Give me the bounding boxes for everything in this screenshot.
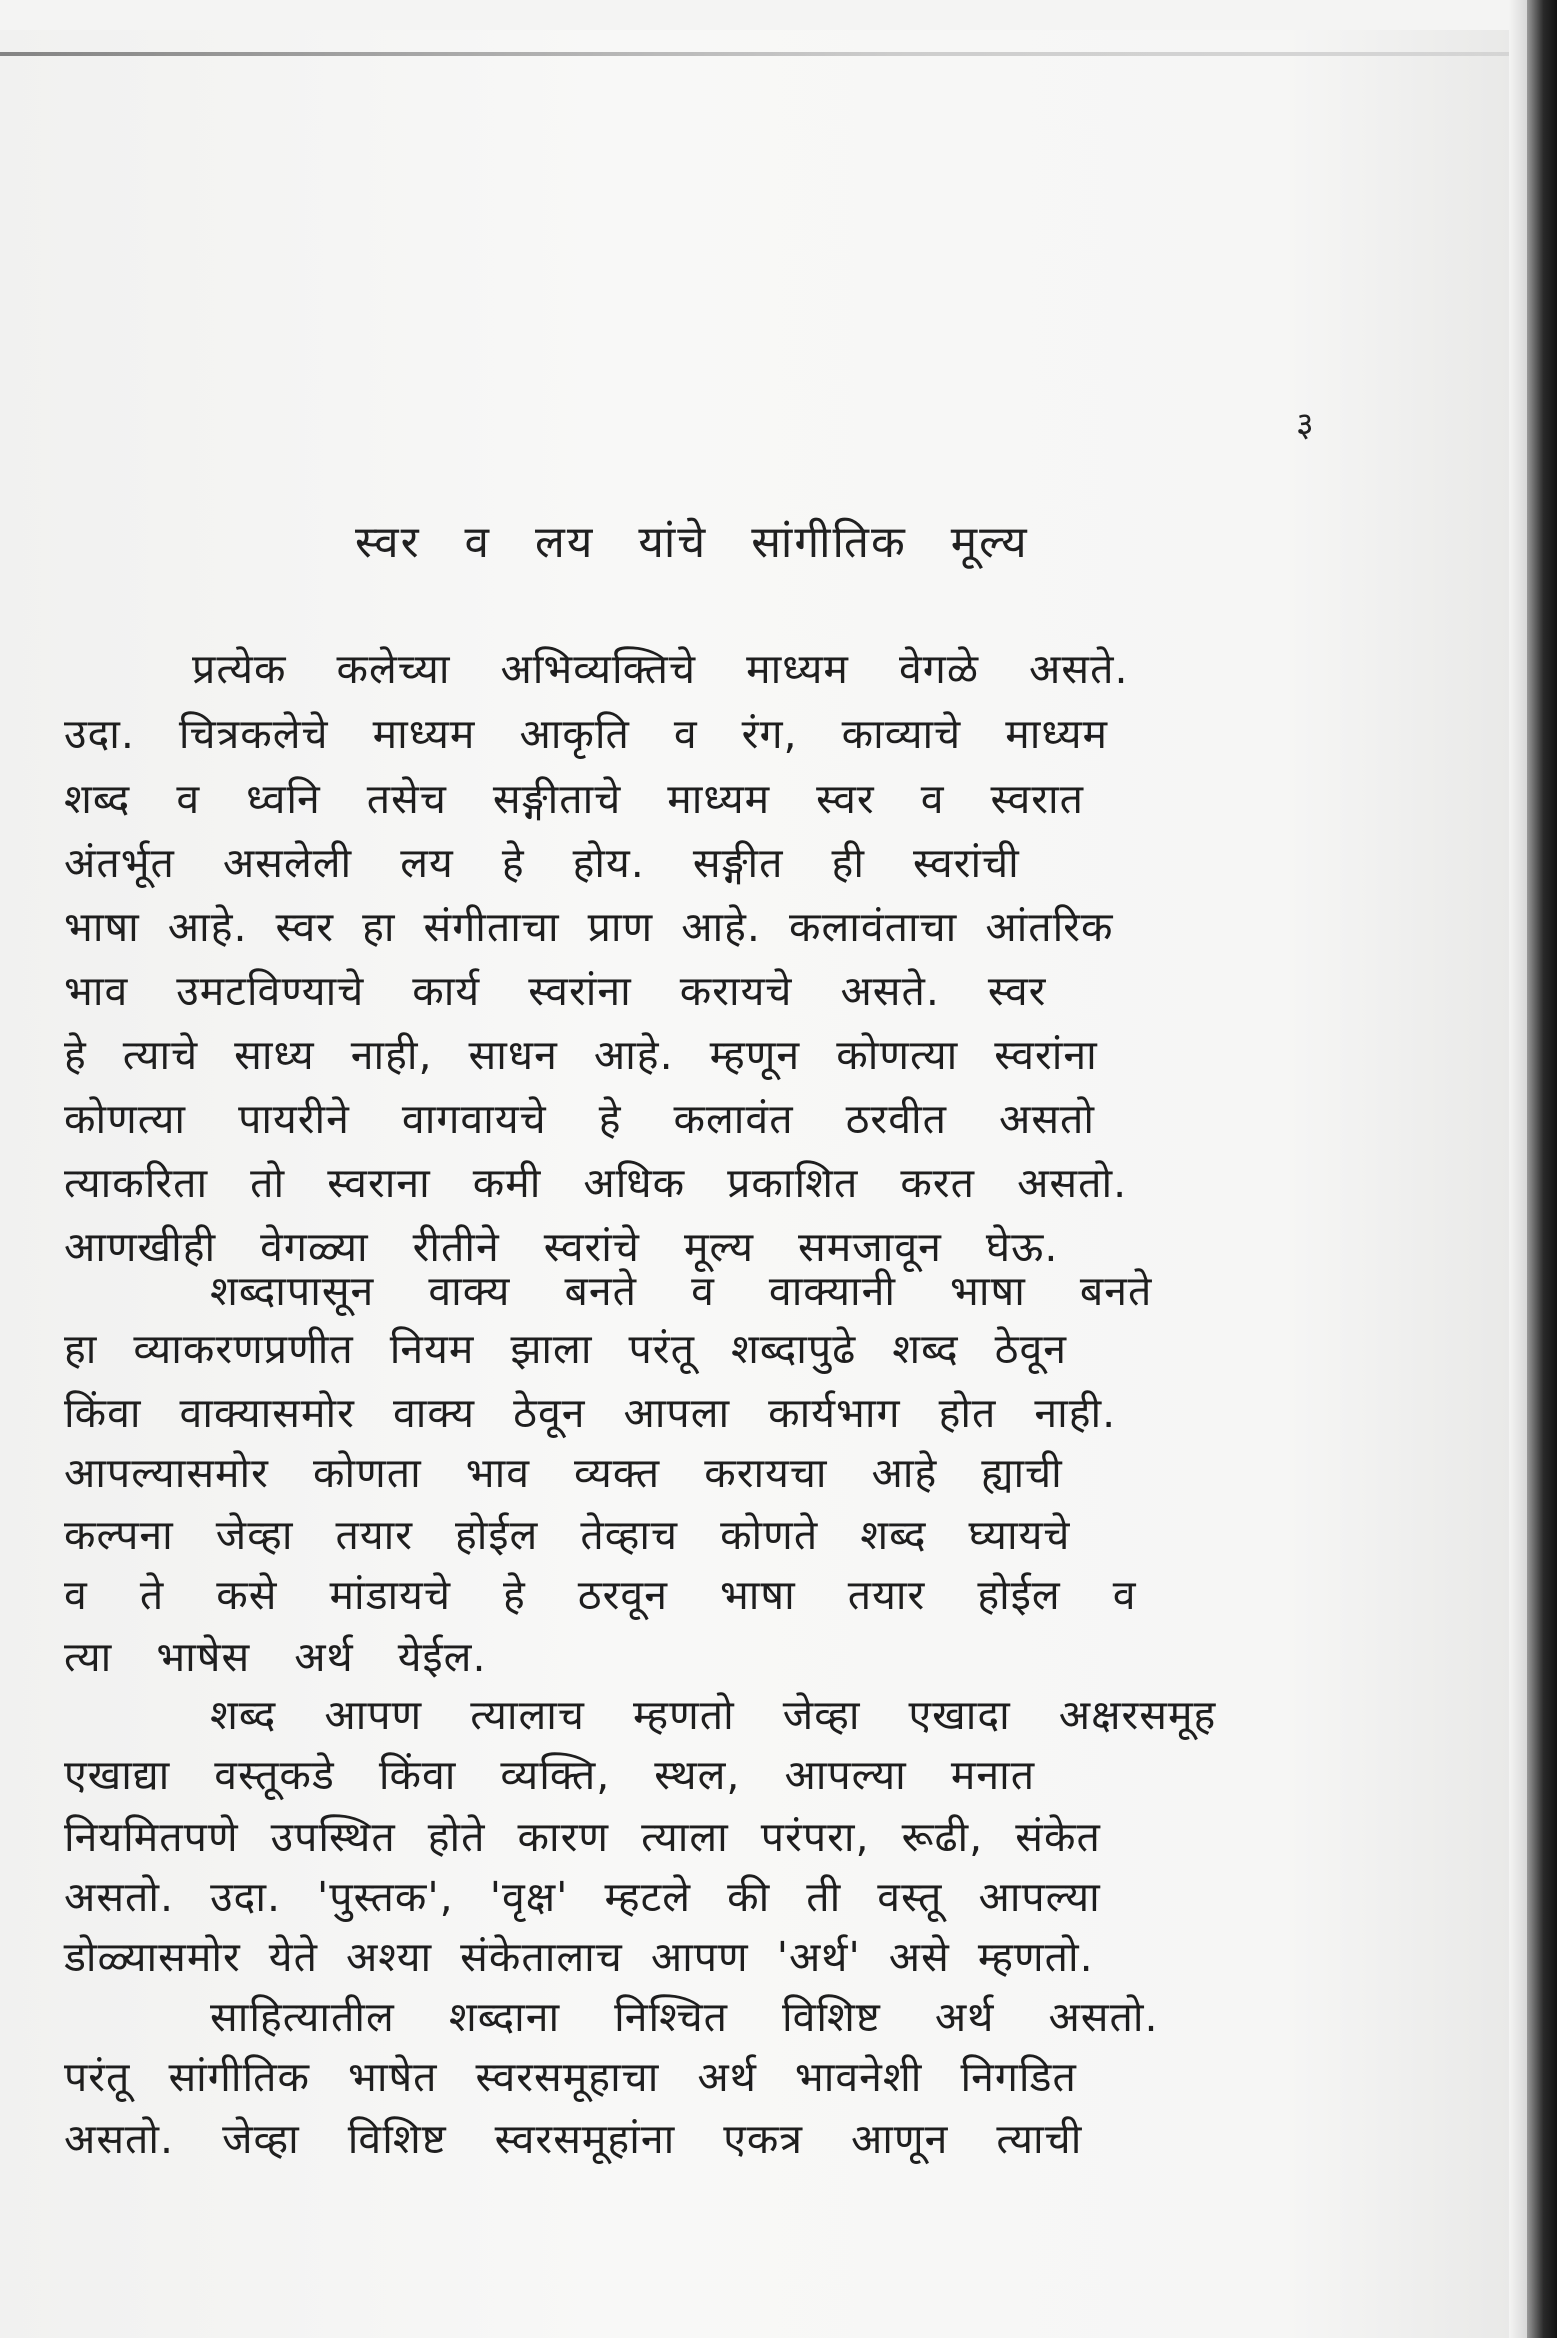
text-line: कोणत्या पायरीने वागवायचे हे कलावंत ठरवीत असतो (64, 1095, 1096, 1143)
text-line: भाव उमटविण्याचे कार्य स्वरांना करायचे असते. स्वर (64, 967, 1047, 1015)
text-line: शब्द आपण त्यालाच म्हणतो जेव्हा एखादा अक्षरसमूह (210, 1691, 1217, 1739)
text-line: उदा. चित्रकलेचे माध्यम आकृति व रंग, काव्याचे माध्यम (64, 710, 1109, 758)
text-line: साहित्यातील शब्दाना निश्चित विशिष्ट अर्थ असतो. (210, 1993, 1159, 2041)
text-line: डोळ्यासमोर येते अश्या संकेतालाच आपण 'अर्थ' असे म्हणतो. (64, 1933, 1094, 1981)
text-line: परंतू सांगीतिक भाषेत स्वरसमूहाचा अर्थ भावनेशी निगडित (64, 2053, 1077, 2101)
scan-border (1527, 0, 1557, 2338)
text-line: हे त्याचे साध्य नाही, साधन आहे. म्हणून कोणत्या स्वरांना (64, 1031, 1098, 1079)
text-line: शब्दापासून वाक्य बनते व वाक्यानी भाषा बनते (210, 1267, 1153, 1315)
text-line: कल्पना जेव्हा तयार होईल तेव्हाच कोणते शब्द घ्यायचे (64, 1511, 1071, 1559)
paper-right-shadow (1509, 0, 1527, 2338)
text-line: त्याकरिता तो स्वराना कमी अधिक प्रकाशित करत असतो. (64, 1159, 1128, 1207)
text-line: नियमितपणे उपस्थित होते कारण त्याला परंपरा, रूढी, संकेत (64, 1813, 1101, 1861)
text-line: शब्द व ध्वनि तसेच सङ्गीताचे माध्यम स्वर व स्वरात (64, 775, 1085, 823)
text-line: त्या भाषेस अर्थ येईल. (64, 1633, 487, 1681)
text-line: किंवा वाक्यासमोर वाक्य ठेवून आपला कार्यभाग होत नाही. (64, 1389, 1117, 1437)
text-line: भाषा आहे. स्वर हा संगीताचा प्राण आहे. कलावंताचा आंतरिक (64, 903, 1114, 951)
text-line: असतो. उदा. 'पुस्तक', 'वृक्ष' म्हटले की ती वस्तू आपल्या (64, 1873, 1101, 1921)
text-line: हा व्याकरणप्रणीत नियम झाला परंतू शब्दापुढे शब्द ठेवून (64, 1325, 1067, 1373)
text-line: व ते कसे मांडायचे हे ठरवून भाषा तयार होईल व (64, 1571, 1137, 1619)
text-line: आणखीही वेगळ्या रीतीने स्वरांचे मूल्य समजावून घेऊ. (64, 1223, 1059, 1271)
text-line: आपल्यासमोर कोणता भाव व्यक्त करायचा आहे ह्याची (64, 1449, 1063, 1497)
text-line: एखाद्या वस्तूकडे किंवा व्यक्ति, स्थल, आपल्या मनात (64, 1751, 1036, 1799)
page-number: ३ (1296, 405, 1314, 445)
text-line: प्रत्येक कलेच्या अभिव्यक्तिचे माध्यम वेगळे असते. (192, 645, 1129, 693)
text-line: अंतर्भूत असलेली लय हे होय. सङ्गीत ही स्वरांची (64, 839, 1020, 887)
paper-top-edge (0, 52, 1510, 56)
text-line: असतो. जेव्हा विशिष्ट स्वरसमूहांना एकत्र आणून त्याची (64, 2115, 1083, 2163)
page-title: स्वर व लय यांचे सांगीतिक मूल्य (355, 517, 1029, 568)
